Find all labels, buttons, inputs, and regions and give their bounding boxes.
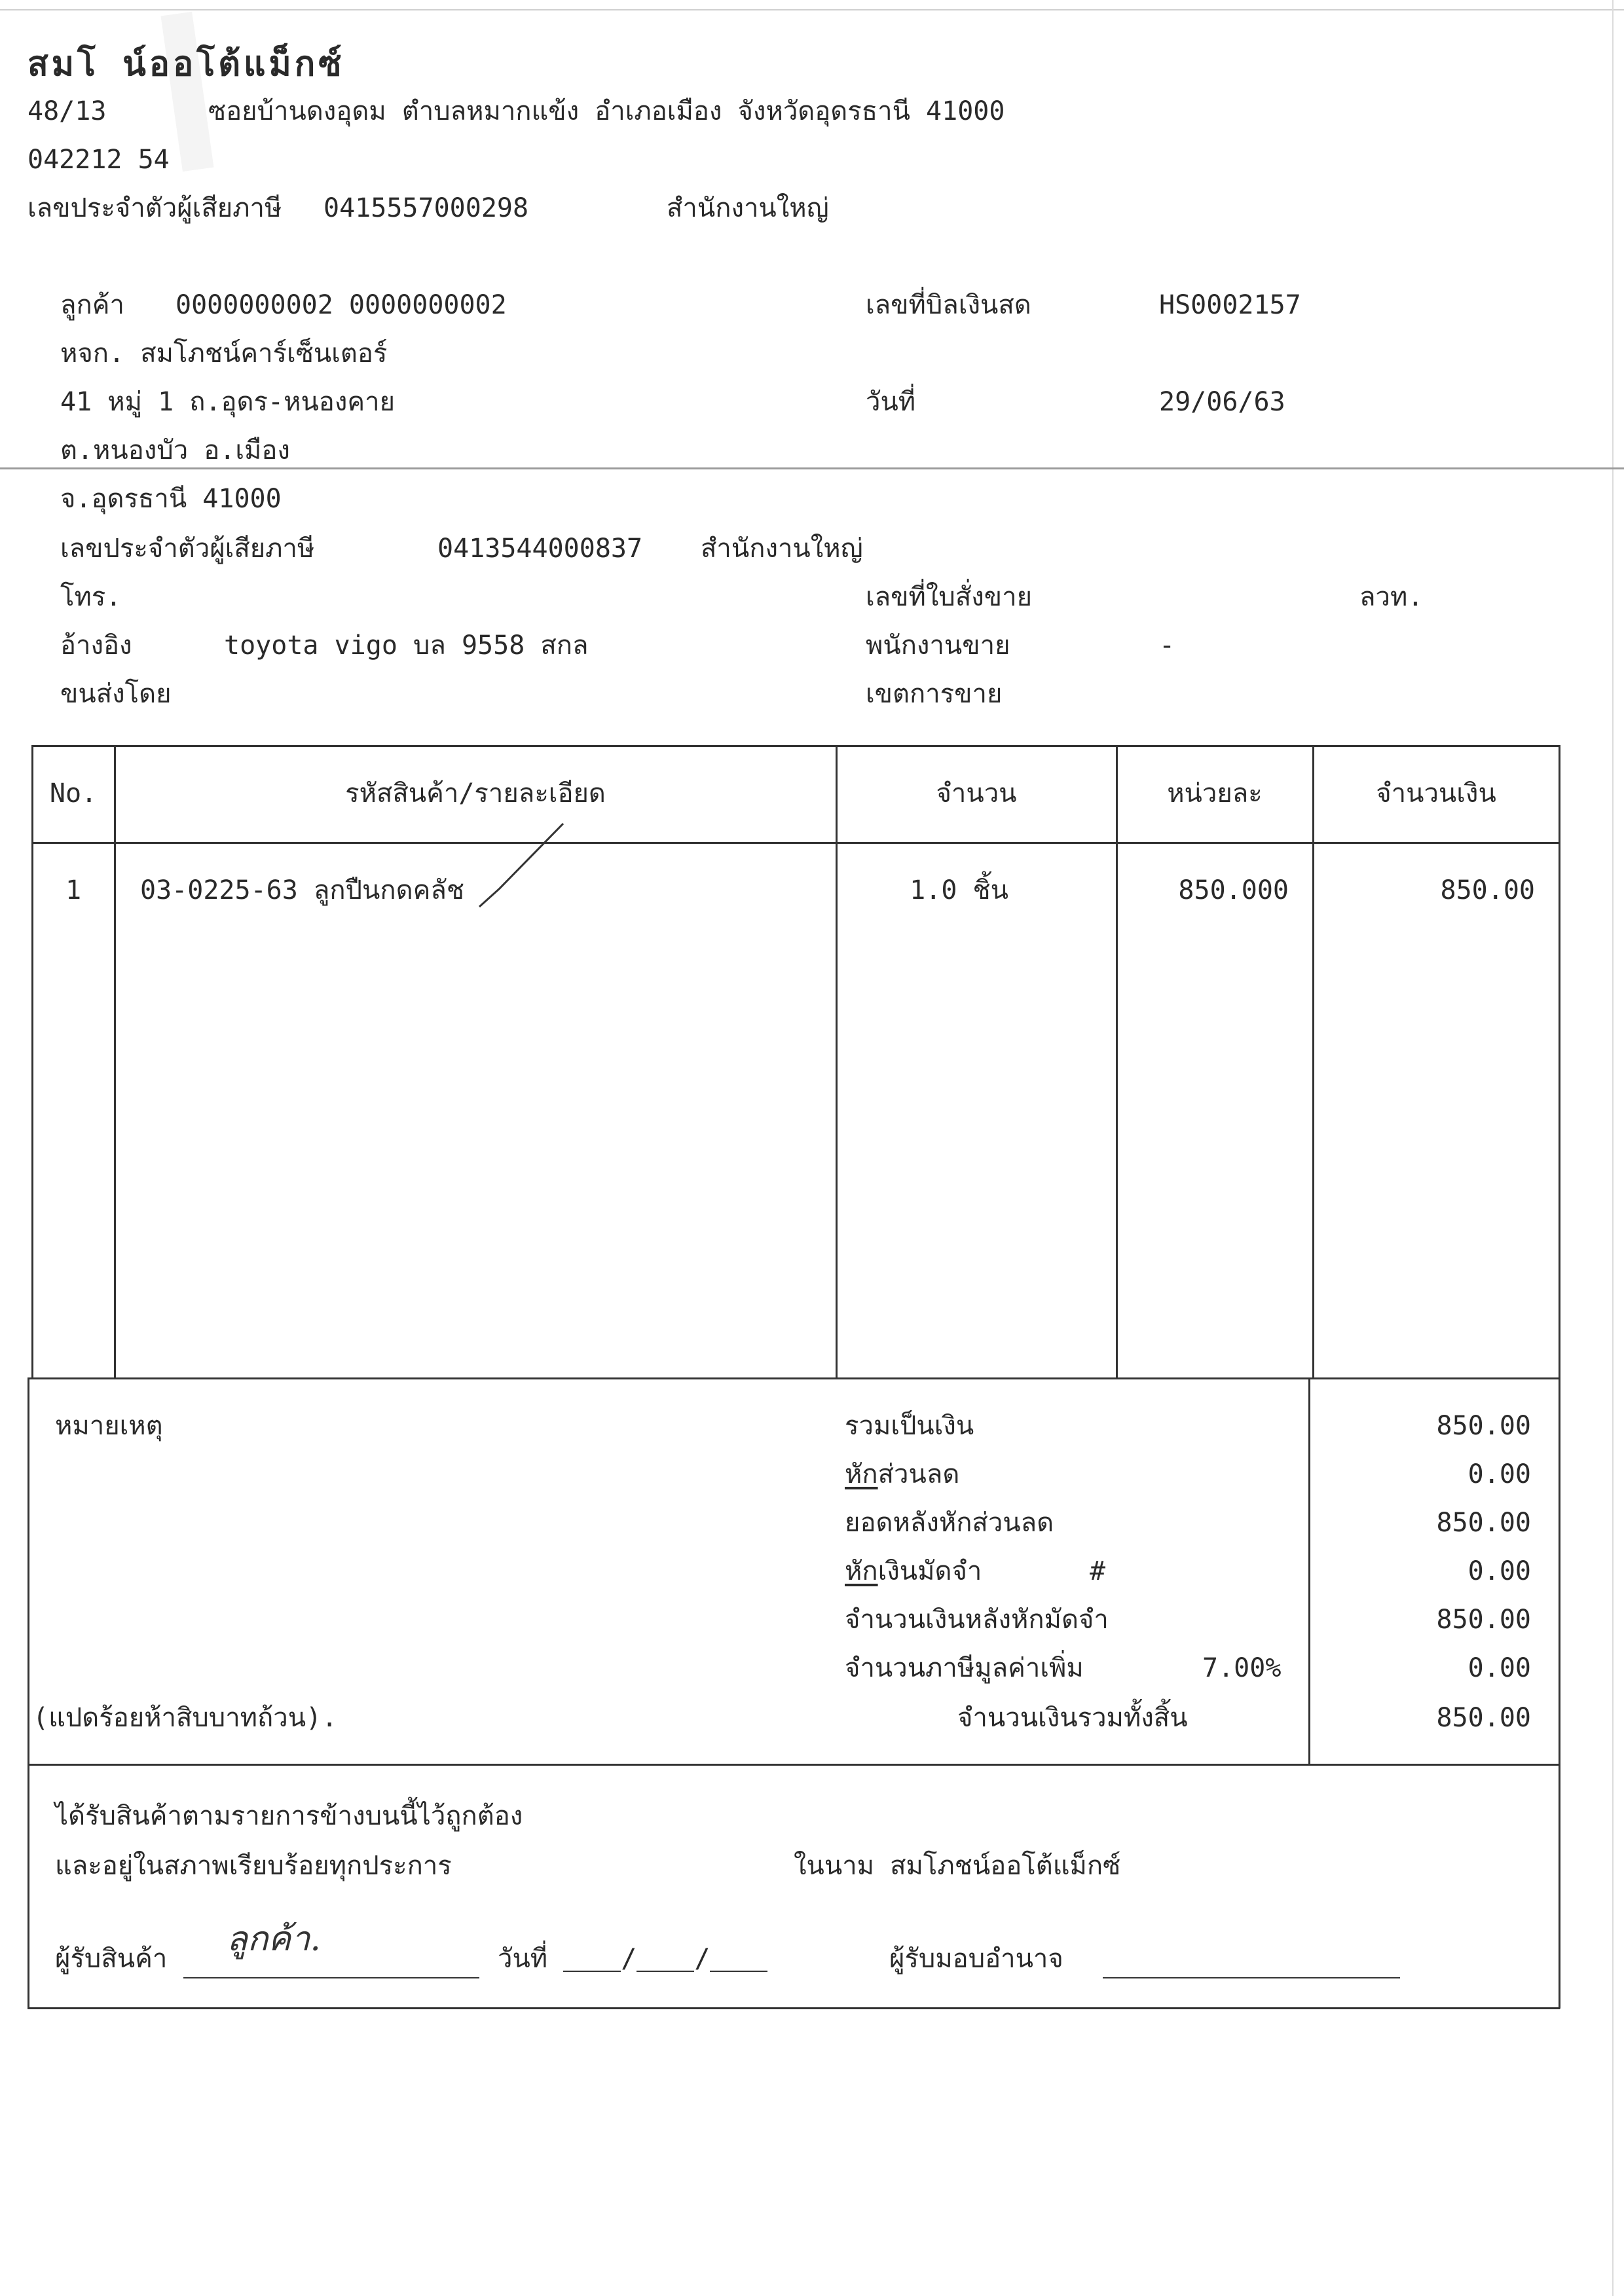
company-phone: 042212 54 bbox=[28, 145, 170, 175]
discount-prefix: หัก bbox=[845, 1459, 878, 1489]
customer-address-line1: 41 หมู่ 1 ถ.อุดร-หนองคาย bbox=[60, 387, 396, 417]
table-border-right bbox=[1559, 745, 1560, 2009]
customer-ref-label: อ้างอิง bbox=[60, 630, 132, 661]
header-unit-price: หน่วยละ bbox=[1167, 778, 1263, 809]
column-divider-desc bbox=[836, 745, 838, 1377]
remark-label: หมายเหตุ bbox=[55, 1411, 163, 1441]
receiver-signature: ลูกค้า. bbox=[227, 1920, 321, 1959]
table-header-divider bbox=[31, 842, 1560, 844]
customer-address-line2: ต.หนองบัว อ.เมือง bbox=[60, 435, 290, 465]
column-divider-qty bbox=[1116, 745, 1118, 1377]
deposit-label bbox=[845, 1558, 982, 1584]
total-label: จำนวนเงินรวมทั้งสิ้น bbox=[957, 1703, 1188, 1733]
customer-ref-value: toyota vigo บล 9558 สกล bbox=[224, 630, 589, 661]
authorized-signature-line bbox=[1103, 1977, 1400, 1978]
deposit-hash: # bbox=[1090, 1556, 1106, 1586]
table-border-bottom bbox=[28, 1377, 1560, 1379]
header-quantity: จำนวน bbox=[936, 778, 1017, 809]
receive-date-label: วันที่ / / bbox=[498, 1946, 767, 1972]
after-discount-label: ยอดหลังหักส่วนลด bbox=[845, 1508, 1054, 1538]
customer-label: ลูกค้า bbox=[60, 290, 124, 320]
on-behalf-of: ในนาม สมโภชน์ออโต้แม็กซ์ bbox=[794, 1851, 1121, 1881]
fold-line bbox=[0, 467, 1624, 469]
row-unit-price: 850.000 bbox=[1178, 875, 1289, 905]
bill-sales-value: - bbox=[1159, 630, 1175, 661]
check-mark-stroke bbox=[471, 818, 570, 917]
customer-phone-label: โทร. bbox=[60, 582, 122, 612]
receive-date-text: วันที่ bbox=[498, 1944, 548, 1974]
customer-ship-label: ขนส่งโดย bbox=[60, 679, 172, 709]
company-tax-id: 0415557000298 bbox=[323, 193, 529, 223]
summary-border-left bbox=[28, 1377, 29, 2009]
table-border-left bbox=[31, 745, 33, 1377]
deposit-prefix: หัก bbox=[845, 1556, 878, 1586]
bill-sales-label: พนักงานขาย bbox=[866, 630, 1010, 661]
deposit-value: 0.00 bbox=[1467, 1556, 1531, 1586]
column-divider-price bbox=[1312, 745, 1314, 1377]
company-name: สมโ น์ออโต้แม็กซ์ bbox=[28, 45, 345, 84]
bill-order-label: เลขที่ใบสั่งขาย bbox=[866, 582, 1033, 612]
customer-name: หจก. สมโภชน์คาร์เซ็นเตอร์ bbox=[60, 338, 388, 369]
date-year-blank bbox=[710, 1951, 767, 1972]
subtotal-label: รวมเป็นเงิน bbox=[845, 1411, 974, 1441]
received-statement-line1: ได้รับสินค้าตามรายการข้างบนนี้ไว้ถูกต้อง bbox=[55, 1801, 523, 1831]
header-amount: จำนวนเงิน bbox=[1376, 778, 1496, 809]
table-border-top bbox=[31, 745, 1560, 747]
company-address-part2: ซอยบ้านดงอุดม ตำบลหมากแข้ง อำเภอเมือง จังหวัดอุดรธานี 41000 bbox=[208, 96, 1005, 126]
company-address-part1: 48/13 bbox=[28, 96, 107, 126]
bill-date-value: 29/06/63 bbox=[1159, 387, 1285, 417]
authorized-label: ผู้รับมอบอำนาจ bbox=[889, 1944, 1063, 1974]
subtotal-value: 850.00 bbox=[1436, 1411, 1531, 1441]
bill-area-label: เขตการขาย bbox=[866, 679, 1003, 709]
discount-value: 0.00 bbox=[1467, 1459, 1531, 1489]
received-statement-line2: และอยู่ในสภาพเรียบร้อยทุกประการ bbox=[55, 1851, 452, 1881]
summary-column-divider bbox=[1308, 1377, 1310, 1765]
after-deposit-label: จำนวนเงินหลังหักมัดจำ bbox=[845, 1605, 1109, 1635]
date-month-blank bbox=[637, 1951, 694, 1972]
company-tax-label: เลขประจำตัวผู้เสียภาษี bbox=[28, 193, 282, 223]
date-day-blank bbox=[563, 1951, 621, 1972]
bill-date-label: วันที่ bbox=[866, 387, 916, 417]
row-quantity: 1.0 ชิ้น bbox=[910, 875, 1008, 905]
receiver-signature-line bbox=[183, 1977, 479, 1978]
bill-order-value: ลวท. bbox=[1359, 582, 1424, 612]
total-value: 850.00 bbox=[1436, 1703, 1531, 1733]
after-discount-value: 850.00 bbox=[1436, 1508, 1531, 1538]
header-no: No. bbox=[49, 778, 98, 809]
company-branch: สำนักงานใหญ่ bbox=[667, 193, 829, 223]
customer-address-line3: จ.อุดรธานี 41000 bbox=[60, 484, 282, 514]
page-top-edge bbox=[0, 9, 1624, 10]
after-deposit-value: 850.00 bbox=[1436, 1605, 1531, 1635]
vat-label: จำนวนภาษีมูลค่าเพิ่ม bbox=[845, 1653, 1084, 1683]
column-divider-no bbox=[114, 745, 116, 1377]
customer-branch: สำนักงานใหญ่ bbox=[701, 534, 863, 564]
row-no: 1 bbox=[65, 875, 82, 905]
customer-tax-id: 0413544000837 bbox=[437, 534, 643, 564]
row-amount: 850.00 bbox=[1440, 875, 1535, 905]
row-description: 03-0225-63 ลูกปืนกดคลัช bbox=[140, 875, 464, 905]
bill-no-value: HS0002157 bbox=[1159, 290, 1301, 320]
customer-tax-label: เลขประจำตัวผู้เสียภาษี bbox=[60, 534, 315, 564]
receiver-label: ผู้รับสินค้า bbox=[55, 1944, 168, 1974]
page-right-edge bbox=[1612, 0, 1614, 2296]
discount-label bbox=[845, 1461, 959, 1487]
amount-in-words: (แปดร้อยห้าสิบบาทถ้วน). bbox=[33, 1703, 338, 1733]
discount-text: ส่วนลด bbox=[877, 1459, 960, 1489]
vat-rate: 7.00% bbox=[1202, 1653, 1282, 1683]
summary-border-bottom bbox=[28, 1764, 1560, 1766]
footer-border-bottom bbox=[28, 2007, 1560, 2009]
vat-value: 0.00 bbox=[1467, 1653, 1531, 1683]
deposit-text: เงินมัดจำ bbox=[877, 1556, 982, 1586]
bill-no-label: เลขที่บิลเงินสด bbox=[866, 290, 1031, 320]
header-description: รหัสสินค้า/รายละเอียด bbox=[345, 778, 606, 809]
customer-code: 0000000002 0000000002 bbox=[175, 290, 507, 320]
